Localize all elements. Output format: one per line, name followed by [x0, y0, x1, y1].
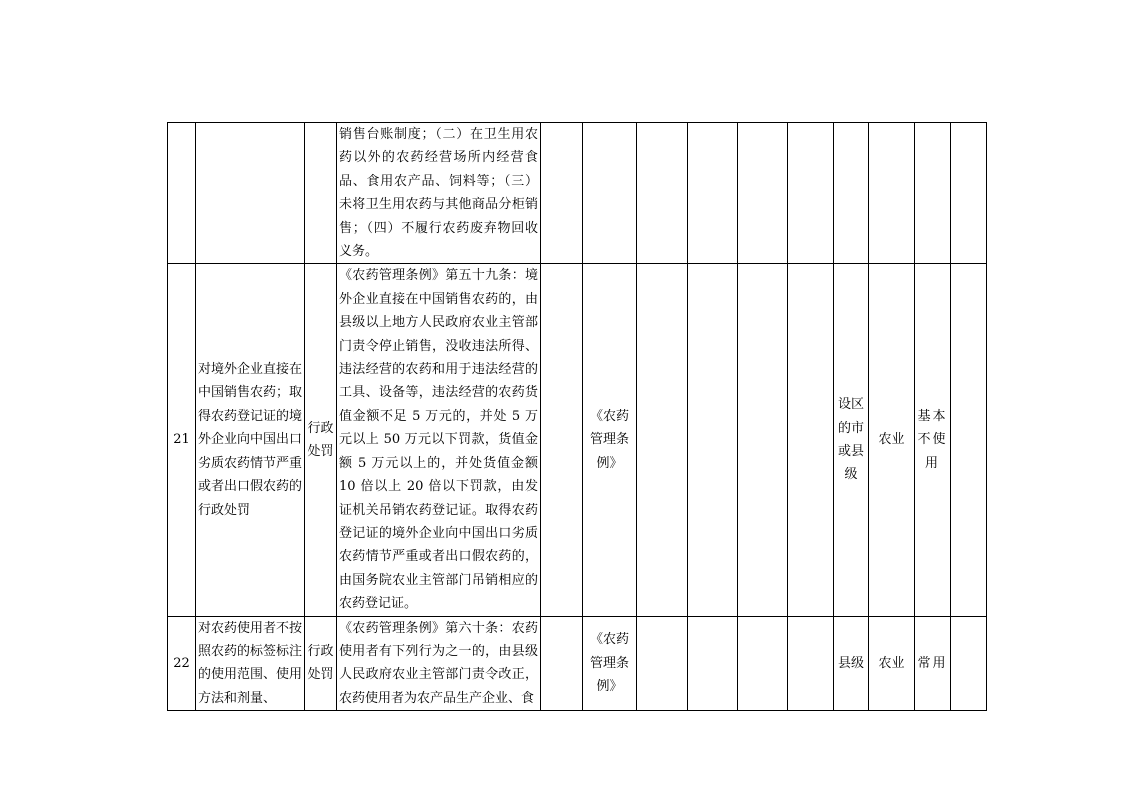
enforcement-level: [834, 123, 869, 264]
enforcement-level: 县级: [834, 616, 869, 711]
row-number: 22: [168, 616, 196, 711]
usage-frequency: 基本不使用: [915, 264, 951, 616]
usage-frequency: 常用: [915, 616, 951, 711]
empty-cell: [688, 616, 738, 711]
empty-cell: [637, 123, 688, 264]
item-name: 对境外企业直接在中国销售农药；取得农药登记证的境外企业向中国出口劣质农药情节严重或者出口假农药的行政处罚: [196, 264, 305, 616]
empty-cell: [951, 123, 987, 264]
empty-cell: [688, 264, 738, 616]
empty-cell: [541, 264, 583, 616]
item-type: 行政处罚: [305, 616, 337, 711]
empty-cell: [637, 264, 688, 616]
empty-cell: [951, 264, 987, 616]
empty-cell: [738, 123, 788, 264]
department: 农业: [869, 264, 915, 616]
department: 农业: [869, 616, 915, 711]
empty-cell: [541, 616, 583, 711]
item-name: [196, 123, 305, 264]
empty-cell: [541, 123, 583, 264]
basis-source: [583, 123, 637, 264]
table-row: [168, 264, 987, 616]
basis-source: 《农药管理条例》: [583, 616, 637, 711]
empty-cell: [738, 264, 788, 616]
empty-cell: [788, 616, 834, 711]
empty-cell: [688, 123, 738, 264]
item-name: 对农药使用者不按照农药的标签标注的使用范围、使用方法和剂量、: [196, 616, 305, 711]
empty-cell: [788, 123, 834, 264]
legal-basis: 销售台账制度；（二）在卫生用农药以外的农药经营场所内经营食品、食用农产品、饲料等；（三）未将卫生用农药与其他商品分柜销售；（四）不履行农药废弃物回收义务。: [337, 123, 541, 264]
table-row: [168, 616, 987, 711]
penalty-table: [167, 122, 987, 711]
empty-cell: [788, 264, 834, 616]
row-number: [168, 123, 196, 264]
legal-basis: 《农药管理条例》第五十九条：境外企业直接在中国销售农药的，由县级以上地方人民政府农业主管部门责令停止销售，没收违法所得、违法经营的农药和用于违法经营的工具、设备等，违法经营的农药货值金额不足 5 万元的，并处 5 万元以上 50 万元以下罚款，货值金额 5 万元以上的，并处货值金额 10 倍以上 20 倍以下罚款，由发证机关吊销农药登记证。取得农药登记证的境外企业向中国出口劣质农药情节严重或者出口假农药的，由国务院农业主管部门吊销相应的农药登记证。: [337, 264, 541, 616]
legal-basis: 《农药管理条例》第六十条：农药使用者有下列行为之一的，由县级人民政府农业主管部门责令改正，农药使用者为农产品生产企业、食: [337, 616, 541, 711]
enforcement-level: 设区的市或县级: [834, 264, 869, 616]
usage-frequency: [915, 123, 951, 264]
table-row: [168, 123, 987, 264]
department: [869, 123, 915, 264]
basis-source: 《农药管理条例》: [583, 264, 637, 616]
row-number: 21: [168, 264, 196, 616]
empty-cell: [951, 616, 987, 711]
item-type: [305, 123, 337, 264]
item-type: 行政处罚: [305, 264, 337, 616]
empty-cell: [738, 616, 788, 711]
empty-cell: [637, 616, 688, 711]
